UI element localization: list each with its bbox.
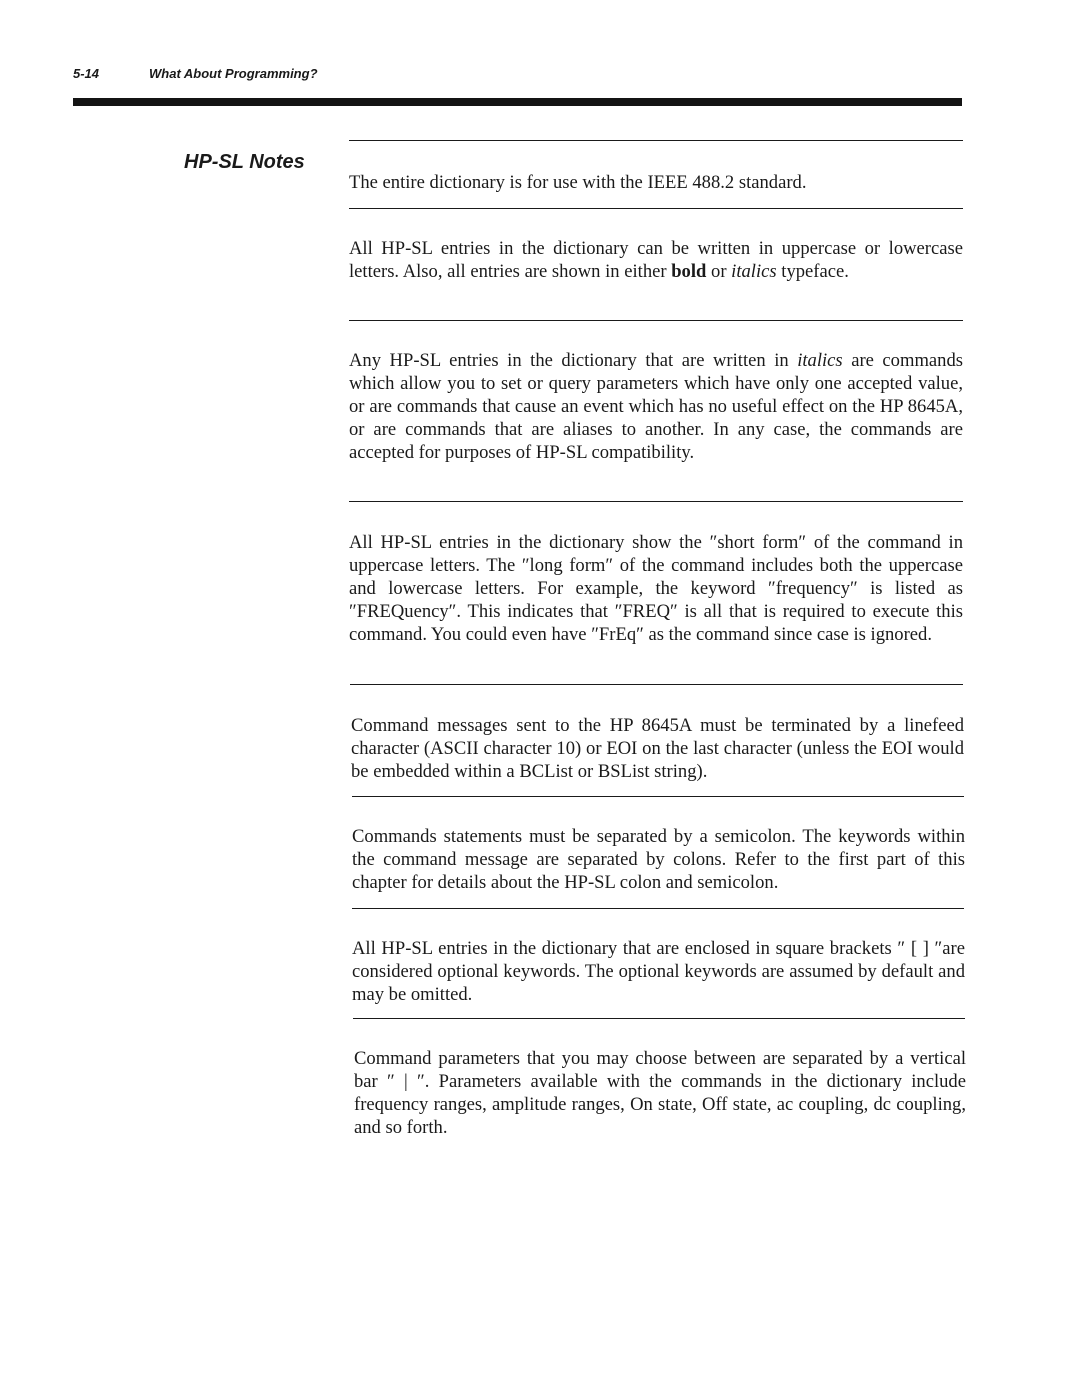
note-message-termination: Command messages sent to the HP 8645A must be terminated by a linefeed character (ASCII character 10) or EOI on the last character (unless the EOI would be embedded within a BCList or BSList string). — [351, 715, 964, 782]
note-text: are commands which allow you to set or query parameters which have only one accepted value, or are commands that cause an event which has no useful effect on the HP 8645A, or are commands that are aliases to another. In any case, the commands are accepted for purposes of HP-SL compatibility. — [349, 350, 963, 463]
note-text: All HP-SL entries in the dictionary can be written in uppercase or lowercase letters. Also, all entries are shown in either — [349, 238, 963, 282]
header-rule — [73, 98, 962, 106]
running-title: What About Programming? — [149, 66, 318, 81]
note-separators: Commands statements must be separated by a semicolon. The keywords within the command message are separated by colons. Refer to the first part of this chapter for details about the HP-SL colon and semicolon. — [352, 826, 965, 893]
bold-example: bold — [671, 261, 707, 282]
note-letter-case — [349, 237, 963, 283]
italic-example: italics — [731, 261, 777, 282]
note-divider — [349, 140, 963, 141]
note-italic-commands — [349, 349, 963, 464]
note-divider — [349, 320, 963, 321]
note-short-long-form: All HP-SL entries in the dictionary show the ″short form″ of the command in uppercase letters. The ″long form″ of the command includes both the uppercase and lowercase letters. For example, the keyword ″frequency″ is listed as ″FREQuency″. This indicates that ″FREQ″ is all that is required to execute this command. You could even have ″FrEq″ as the command since case is ignored. — [349, 532, 963, 645]
page-header — [73, 66, 318, 81]
note-divider — [349, 208, 963, 209]
note-divider — [349, 501, 963, 502]
note-divider — [352, 796, 964, 797]
note-text: Any HP-SL entries in the dictionary that are written in — [349, 350, 798, 371]
note-divider — [353, 1018, 965, 1019]
note-text: or — [706, 261, 732, 282]
page-number: 5-14 — [73, 66, 100, 81]
note-optional-keywords: All HP-SL entries in the dictionary that are enclosed in square brackets ″ [ ] ″are considered optional keywords. The optional keywords are assumed by default and may be omitted. — [352, 938, 965, 1005]
note-ieee-standard: The entire dictionary is for use with the IEEE 488.2 standard. — [349, 172, 807, 193]
italic-example: italics — [797, 350, 843, 371]
section-heading: HP-SL Notes — [184, 151, 305, 173]
note-divider — [350, 684, 963, 685]
note-parameter-choices: Command parameters that you may choose between are separated by a vertical bar ″ | ″. Parameters available with the commands in the dictionary include frequency ranges, amplitude ranges, On state, Off state, ac coupling, dc coupling, and so forth. — [354, 1048, 966, 1138]
note-divider — [352, 908, 964, 909]
note-text: typeface. — [776, 261, 849, 282]
